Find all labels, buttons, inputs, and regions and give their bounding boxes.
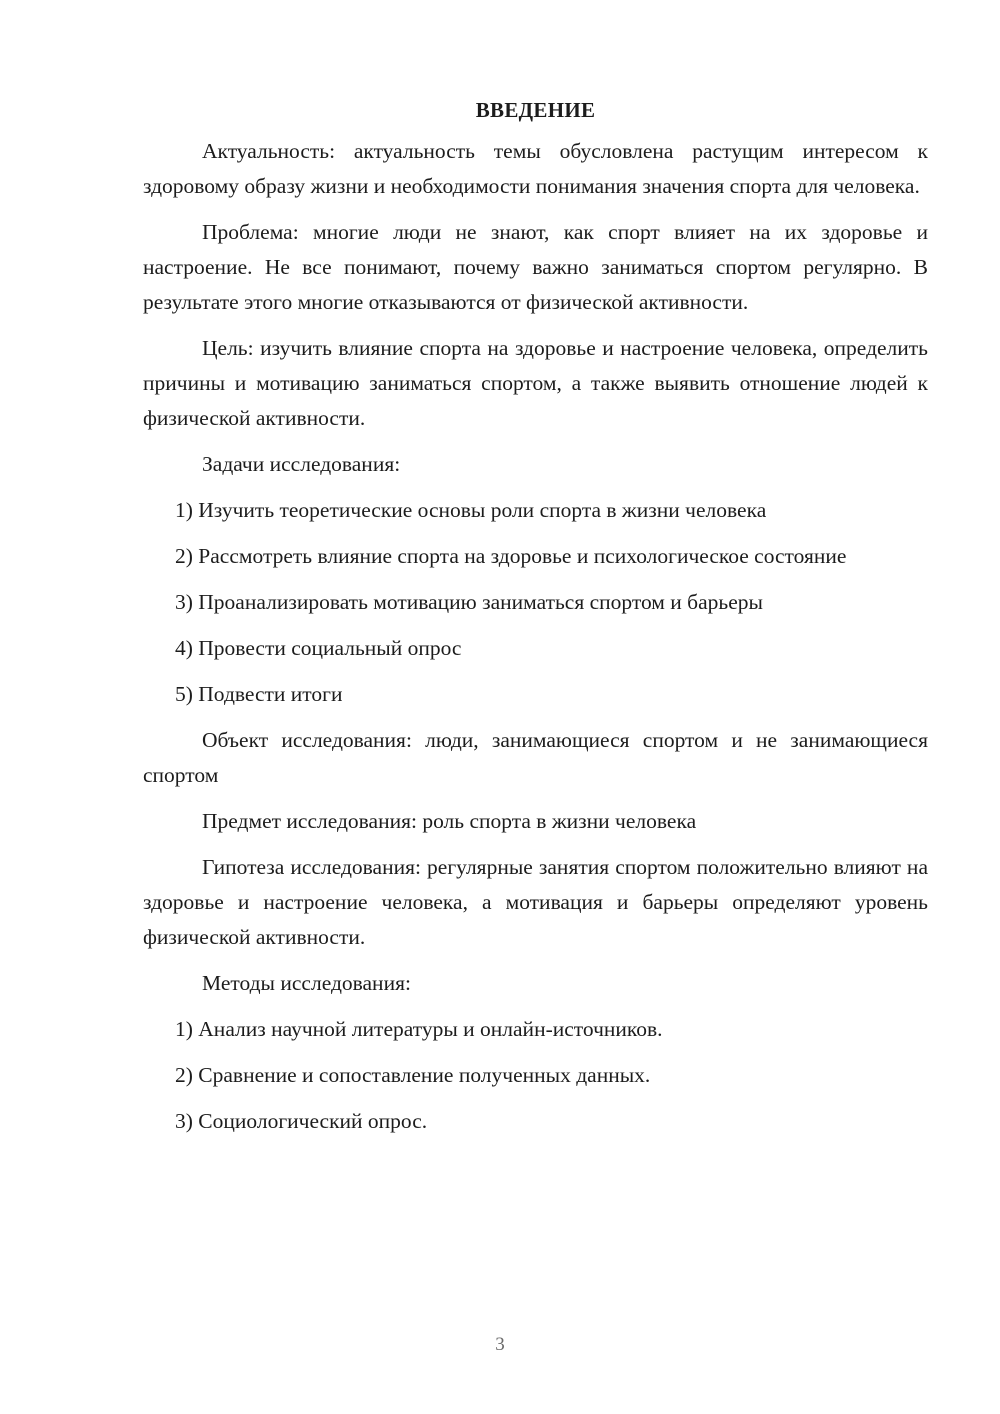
method-item: 2) Сравнение и сопоставление полученных данных. — [175, 1063, 651, 1087]
relevance-paragraph: Актуальность: актуальность темы обусловлена растущим интересом к здоровому образу жизни и необходимости понимания значения спорта для человека. — [143, 139, 928, 198]
tasks-title: Задачи исследования: — [202, 452, 401, 476]
task-item: 2) Рассмотреть влияние спорта на здоровье и психологическое состояние — [175, 544, 847, 568]
methods-title: Методы исследования: — [202, 971, 411, 995]
section-heading: ВВЕДЕНИЕ — [475, 98, 596, 122]
subject-paragraph: Предмет исследования: роль спорта в жизни человека — [202, 809, 697, 833]
task-item: 5) Подвести итоги — [175, 682, 343, 706]
task-item: 1) Изучить теоретические основы роли спорта в жизни человека — [175, 498, 767, 522]
document-page — [143, 93, 928, 1150]
goal-paragraph: Цель: изучить влияние спорта на здоровье и настроение человека, определить причины и мотивацию заниматься спортом, а также выявить отношение людей к физической активности. — [143, 336, 928, 430]
page-number: 3 — [495, 1334, 505, 1355]
hypothesis-paragraph: Гипотеза исследования: регулярные занятия спортом положительно влияют на здоровье и настроение человека, а мотивация и барьеры определяют уровень физической активности. — [143, 855, 928, 949]
task-item: 4) Провести социальный опрос — [175, 636, 462, 660]
object-paragraph: Объект исследования: люди, занимающиеся спортом и не занимающиеся спортом — [143, 728, 928, 787]
problem-paragraph: Проблема: многие люди не знают, как спорт влияет на их здоровье и настроение. Не все понимают, почему важно заниматься спортом регулярно. В результате этого многие отказываются от физической активности. — [143, 220, 928, 314]
task-item: 3) Проанализировать мотивацию заниматься спортом и барьеры — [175, 590, 763, 614]
method-item: 3) Социологический опрос. — [175, 1109, 428, 1133]
method-item: 1) Анализ научной литературы и онлайн-источников. — [175, 1017, 663, 1041]
